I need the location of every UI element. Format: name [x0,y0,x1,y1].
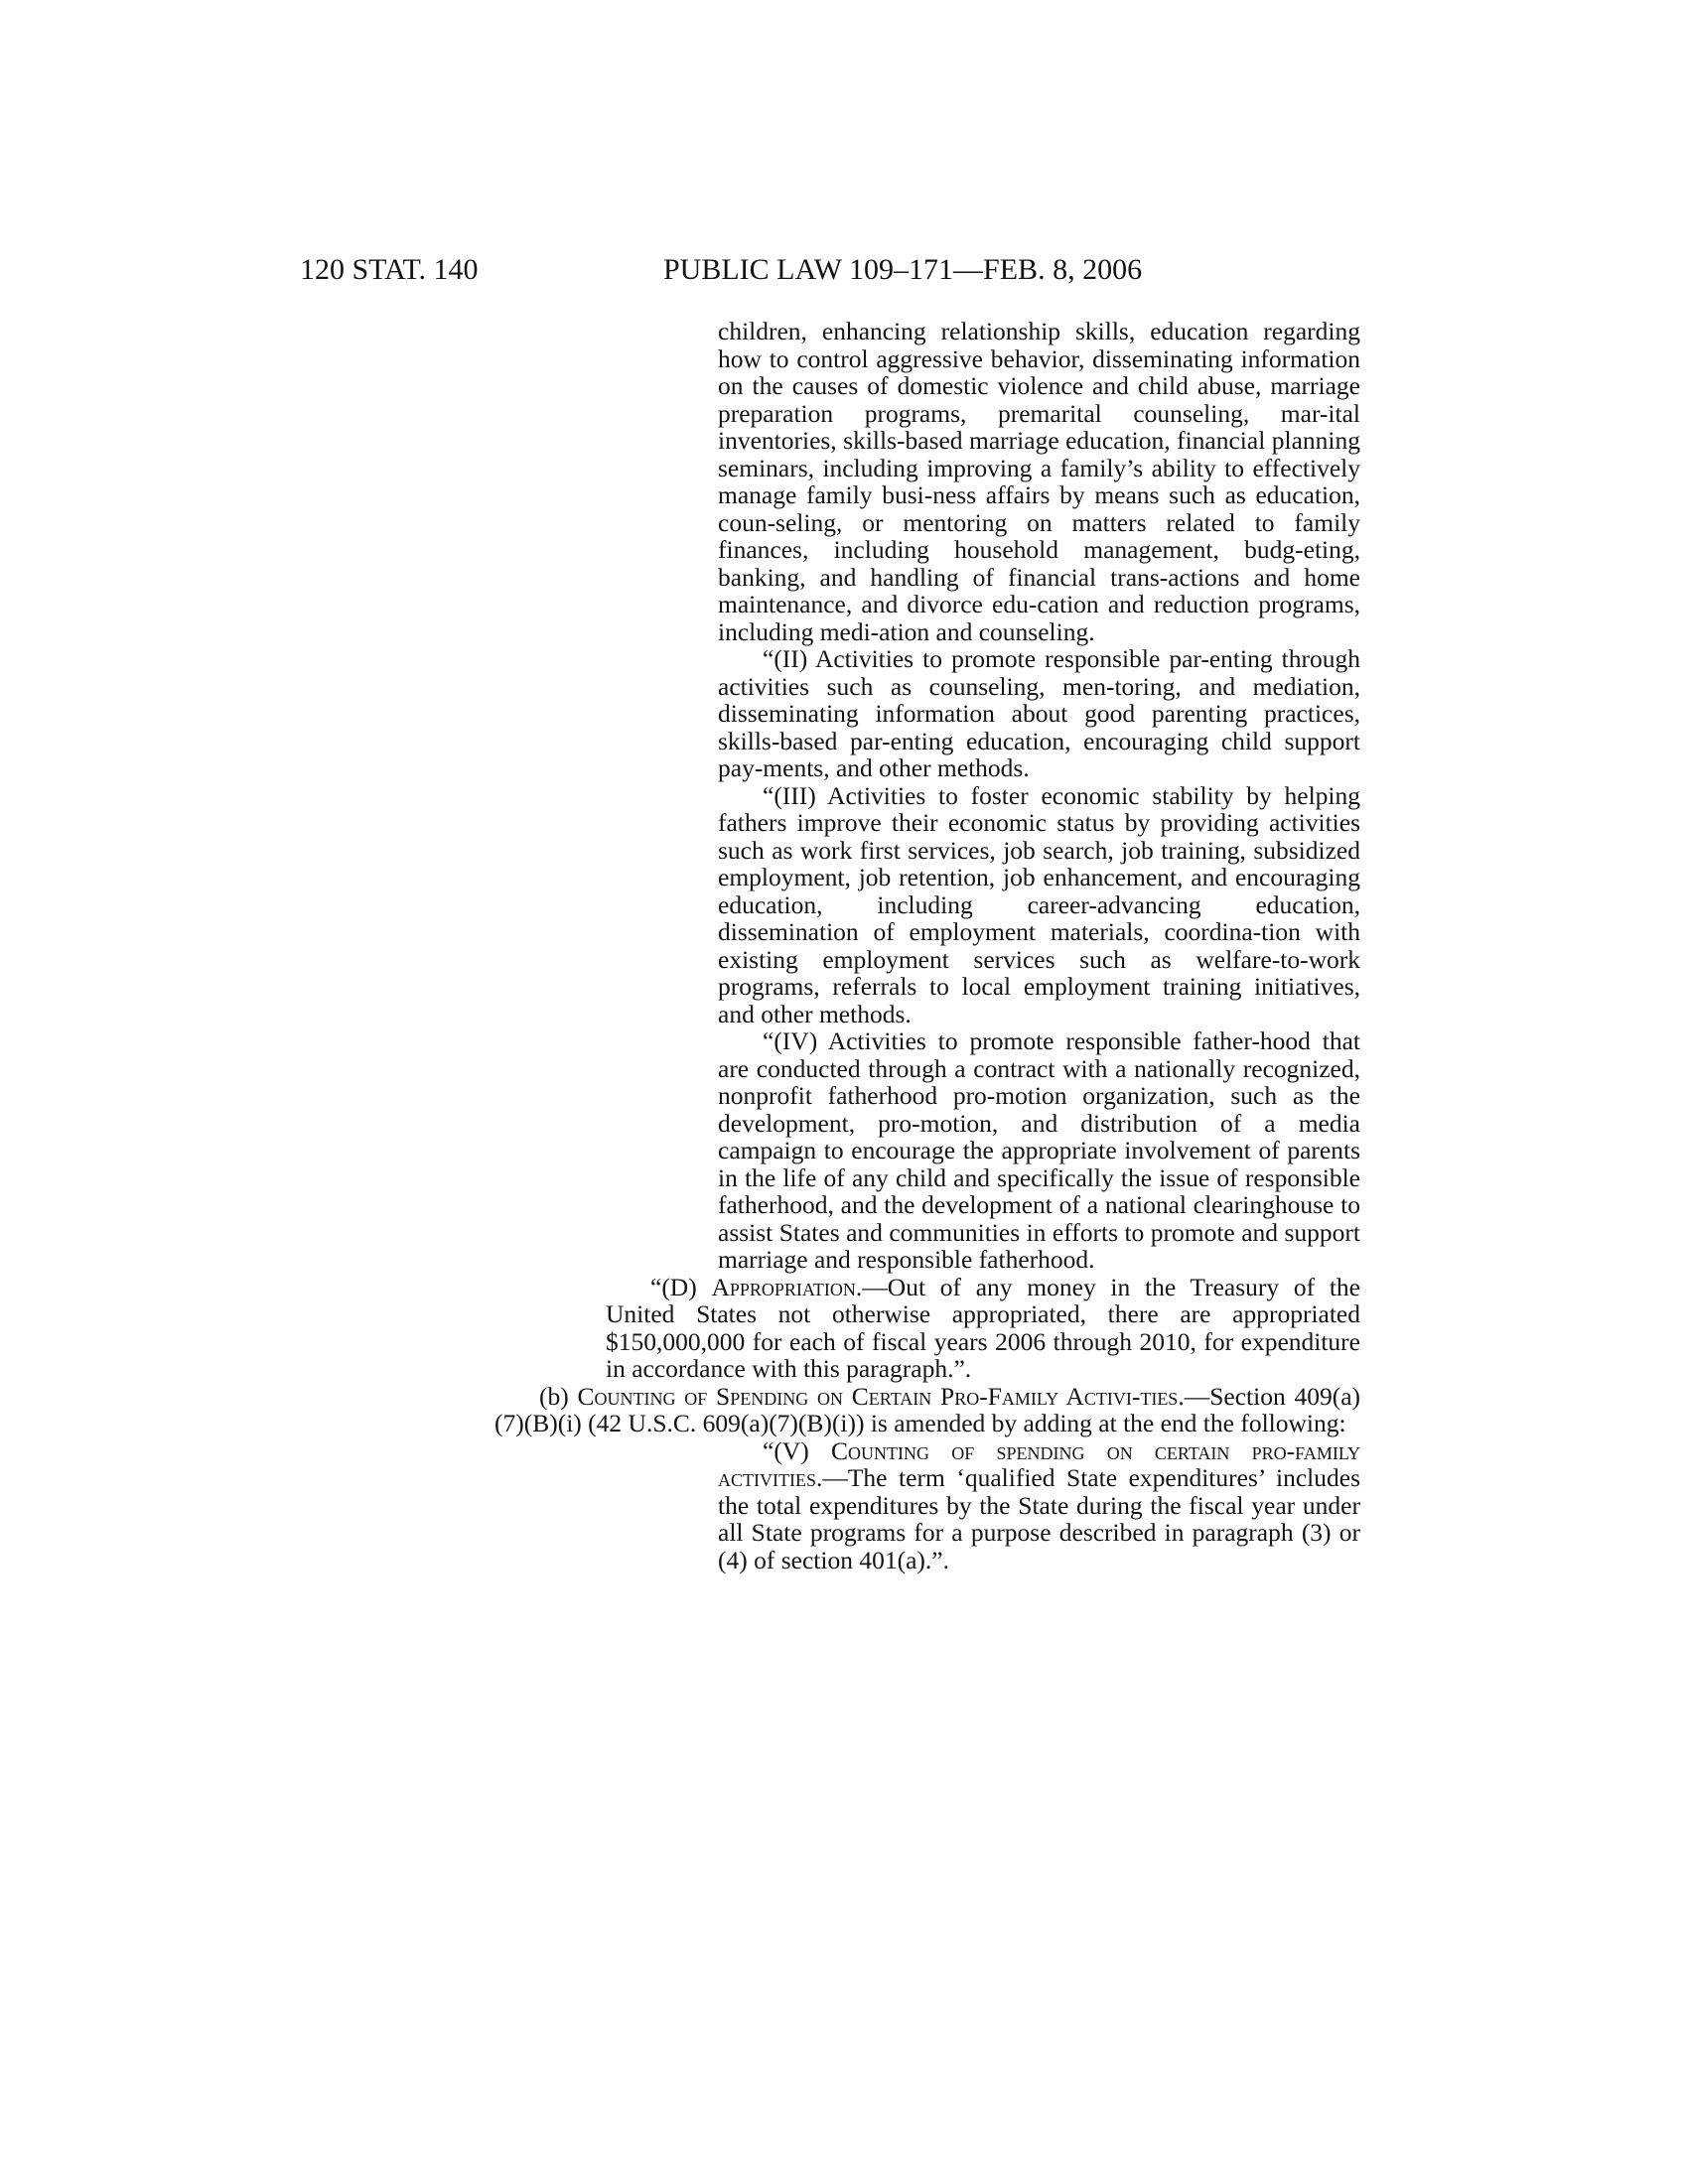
statute-body [494,318,1360,1573]
subsection-b-text: .—Section 409(a)(7)(B)(i) (42 U.S.C. 609(a)(7)(B)(i)) is amended by adding at the end the following: [494,1381,1361,1437]
subsection-b-lead: (b) [539,1381,578,1411]
subparagraph-D [606,1274,1360,1383]
subsection-b [494,1383,1360,1437]
subsection-b-heading: Counting of Spending on Certain Pro-Family Activi-ties [577,1381,1179,1411]
public-law-title: PUBLIC LAW 109–171—FEB. 8, 2006 [663,253,1143,286]
clause-IV: “(IV) Activities to promote responsible father-hood that are conducted through a contract with a nationally recognized, nonprofit fatherhood pro-motion organization, such as the development, pro-motion, and distribution of a media campaign to encourage the appropriate involvement of parents in the life of any child and specifically the issue of responsible fatherhood, and the development of a national clearinghouse to assist States and communities in efforts to promote and support marriage and responsible fatherhood. [718,1026,1360,1274]
paragraph-continuation: children, enhancing relationship skills, education regarding how to control aggressive behavior, disseminating information on the causes of domestic violence and child abuse, marriage preparation programs, premarital counseling, mar-ital inventories, skills-based marriage education, financial planning seminars, including improving a family’s ability to effectively manage family busi-ness affairs by means such as education, coun-seling, or mentoring on matters related to family finances, including household management, budg-eting, banking, and handling of financial trans-actions and home maintenance, and divorce edu-cation and reduction programs, including medi-ation and counseling. [718,317,1360,646]
clause-V-heading: Counting of spending on certain pro-family activities [718,1435,1361,1492]
clause-V [718,1437,1360,1574]
clause-V-text: .—The term ‘qualified State expenditures’ includes the total expenditures by the State during the fiscal year under all State programs for a purpose described in paragraph (3) or (4) of section 401(a).”. [718,1463,1360,1574]
clause-II: “(II) Activities to promote responsible par-enting through activities such as counseling, men-toring, and mediation, disseminating information about good parenting practices, skills-based par-enting education, encouraging child support pay-ments, and other methods. [718,644,1360,782]
subparagraph-D-text: .—Out of any money in the Treasury of the United States not otherwise appropriated, there are appropriated $150,000,000 for each of fiscal years 2006 through 2010, for expenditure in accordance with this paragraph.”. [606,1272,1360,1383]
clause-V-lead: “(V) [763,1435,831,1465]
clause-III: “(III) Activities to foster economic stability by helping fathers improve their economic status by providing activities such as work first services, job search, job training, subsidized employment, job retention, job enhancement, and encouraging education, including career-advancing education, dissemination of employment materials, coordina-tion with existing employment services such as welfare-to-work programs, referrals to local employment training initiatives, and other methods. [718,780,1360,1028]
statute-page-reference: 120 STAT. 140 [300,253,479,286]
subparagraph-D-heading: Appropriation [711,1272,856,1301]
subparagraph-D-lead: “(D) [650,1272,712,1301]
